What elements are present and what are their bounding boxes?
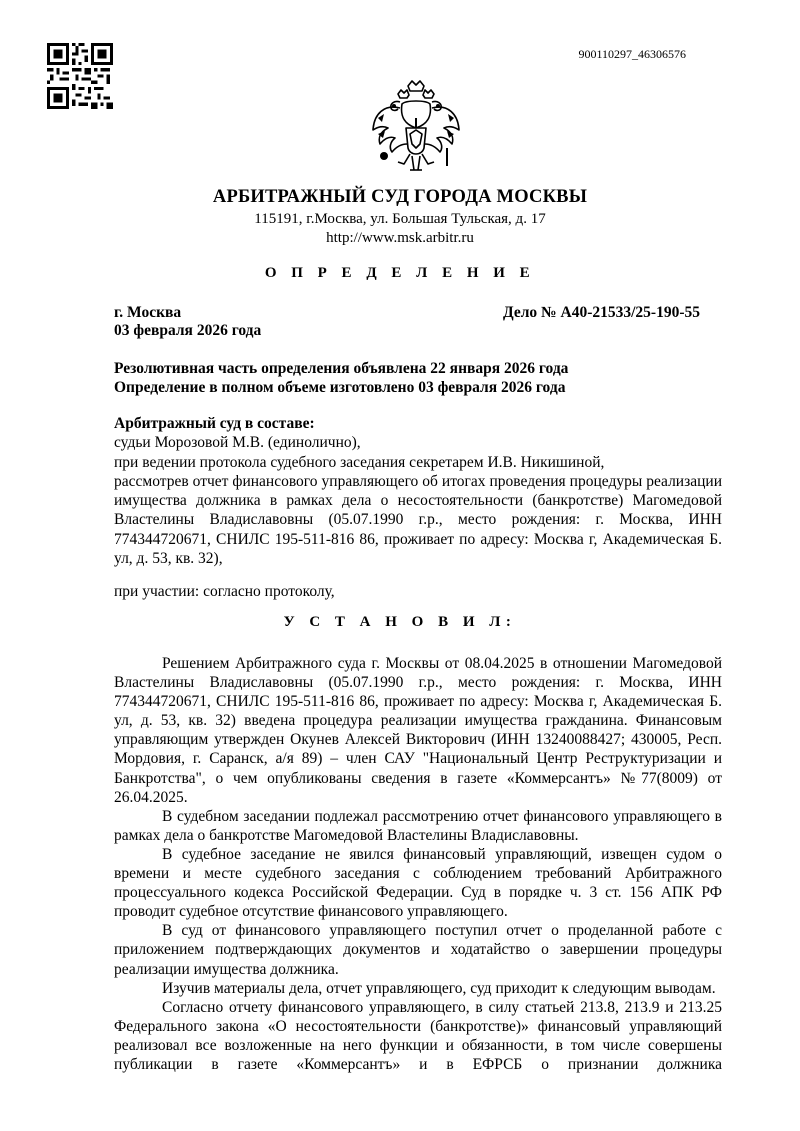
ruling-paragraph: Решением Арбитражного суда г. Москвы от 08.04.2025 в отношении Магомедовой Властелины Владиславовны (05.07.1990 г.р., место рождения: г. Москва, ИНН 774344720671, СНИЛС 195-511-816 86, проживает по адресу: Москва г, Академическая Б. ул, д. 53, кв. 32) введена процедура реализации имущества гражданина. Финансовым управляющим утвержден Окунев Алексей Викторович (ИНН 13240088427; 430005, Респ. Мордовия, г. Саранск, а/я 89) – член САУ "Национальный Центр Реструктуризации и Банкротства", о чем опубликованы сведения в газете «Коммерсантъ» №77(8009) от 26.04.2025.: [114, 655, 722, 806]
qr-code-icon: [47, 43, 113, 109]
case-number: Дело № А40-21533/25-190-55: [503, 304, 700, 321]
ruling-paragraph: В суд от финансового управляющего поступил отчет о проделанной работе с приложением подтверждающих документов и ходатайство о завершении процедуры реализации имущества должника.: [114, 922, 722, 978]
document-city: г. Москва: [114, 304, 182, 321]
considering-paragraph: рассмотрев отчет финансового управляющего об итогах проведения процедуры реализации имущества должника в рамках дела о несостоятельности (банкротстве) Магомедовой Властелины Владиславовны (05.07.1990 г.р., место рождения: г. Москва, ИНН 774344720671, СНИЛС 195-511-816 86, проживает по адресу: Москва г, Академическая Б. ул, д. 53, кв. 32),: [114, 472, 722, 568]
ruling-body: [114, 654, 722, 1074]
composition-heading: Арбитражный суд в составе:: [114, 415, 315, 432]
ruling-heading: У С Т А Н О В И Л:: [283, 614, 517, 630]
judge-line: судьи Морозовой М.В. (единолично),: [114, 434, 361, 452]
document-date: 03 февраля 2026 года: [114, 322, 262, 339]
court-website-link[interactable]: http://www.msk.arbitr.ru: [326, 230, 474, 246]
ruling-paragraph: В судебное заседание не явился финансовый управляющий, извещен судом о времени и месте судебного заседания с соблюдением требований Арбитражного процессуального кодекса Российской Федерации. Суд в порядке ч. 3 ст. 156 АПК РФ проводит судебное отсутствие финансового управляющего.: [114, 845, 722, 921]
ruling-paragraph: Изучив материалы дела, отчет управляющего, суд приходит к следующим выводам.: [162, 979, 716, 997]
ruling-paragraph: Согласно отчету финансового управляющего, в силу статьей 213.8, 213.9 и 213.25 Федерального закона «О несостоятельности (банкротстве)» финансовый управляющий реализовал все возложенные на него функции и обязанности, в том числе совершены публикации в газете «Коммерсантъ» и в ЕФРСБ о признании должника: [114, 998, 722, 1073]
full-text-prepared-line: Определение в полном объеме изготовлено 03 февраля 2026 года: [114, 379, 566, 396]
ruling-paragraph: В судебном заседании подлежал рассмотрению отчет финансового управляющего в рамках дела о банкротстве Магомедовой Властелины Владиславовны.: [114, 807, 722, 844]
participation-line: при участии: согласно протоколу,: [114, 583, 335, 600]
court-composition: [114, 414, 722, 568]
court-address: 115191, г.Москва, ул. Большая Тульская, д. 17: [254, 211, 546, 227]
document-code: 900110297_46306576: [578, 47, 686, 61]
resolution-note: [114, 359, 568, 397]
document-title: О П Р Е Д Е Л Е Н И Е: [264, 265, 536, 281]
double-headed-eagle-emblem-icon: [370, 78, 462, 174]
secretary-line: при ведении протокола судебного заседания секретарем И.В. Никишиной,: [114, 453, 605, 471]
court-name: АРБИТРАЖНЫЙ СУД ГОРОДА МОСКВЫ: [212, 187, 588, 207]
resolution-announced-line: Резолютивная часть определения объявлена 22 января 2026 года: [114, 360, 569, 377]
